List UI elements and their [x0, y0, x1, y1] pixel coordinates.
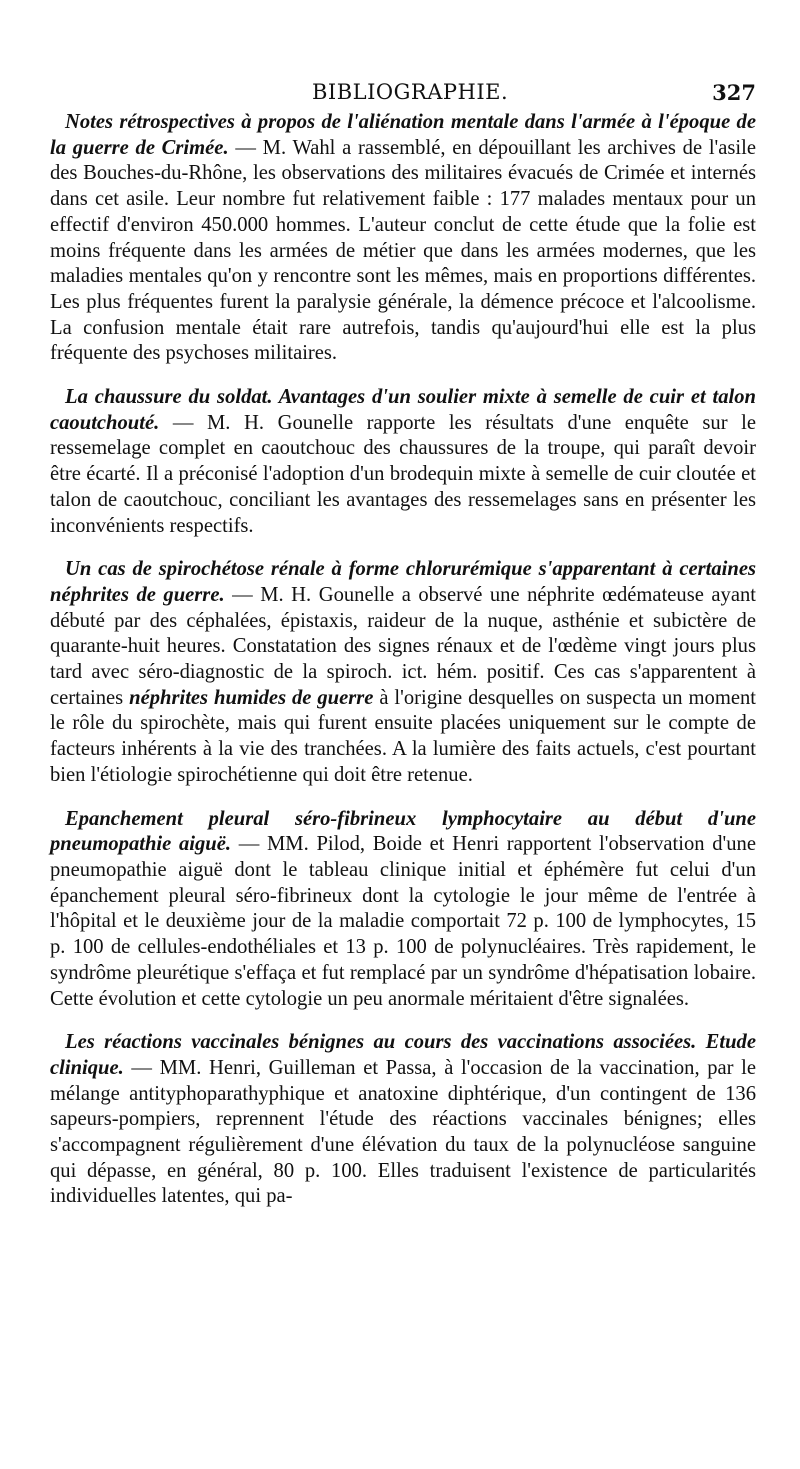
entry-body-emphasis: néphrites humides de guerre [129, 686, 374, 709]
entry-body: à l'origine desquelles on suspecta un moment le rôle du spirochète, mais qui furent ensuite placées uniquement sur le compte de facteurs inhérents à la vie des tranchées. A la lumière des faits actuels, c'est pourtant bien l'étiologie spirochétienne qui doit être retenue. [50, 686, 756, 786]
page-header [50, 72, 756, 110]
entry-body: — MM. Pilod, Boide et Henri rapportent l'observation d'une pneumopathie aiguë dont le tableau clinique initial et éphémère fut celui d'un épanchement pleural séro-fibrineux dont la cytologie le jour même de l'entrée à l'hôpital et le deuxième jour de la maladie comportait 72 p. 100 de lymphocytes, 15 p. 100 de cellules-endothéliales et 13 p. 100 de polynucléaires. Très rapidement, le syndrôme pleurétique s'effaça et fut remplacé par un syndrôme d'hépatisation lobaire. Cette évolution et cette cytologie un peu anormale méritaient d'être signalées. [50, 833, 756, 1010]
entry-title: Un cas de spirochétose rénale à forme chlorurémique s'apparentant à certaines néphrites de guerre. [50, 558, 756, 606]
entry-body: — M. H. Gounelle a observé une néphrite œdémateuse ayant débuté par des céphalées, épistaxis, raideur de la nuque, asthénie et subictère de quarante-huit heures. Constatation des signes rénaux et de l'œdème vingt jours plus tard avec séro-diagnostic de la spiroch. ict. hém. positif. Ces cas s'apparentent à certaines [50, 583, 756, 709]
entry-title: Les réactions vaccinales bénignes au cours des vaccinations associées. Etude clinique. [50, 1031, 756, 1079]
entry-body: — M. H. Gounelle rapporte les résultats d'une enquête sur le ressemelage complet en caoutchouc des chaussures de la troupe, qui paraît devoir être écarté. Il a préconisé l'adoption d'un brodequin mixte à semelle de cuir cloutée et talon de caoutchouc, conciliant les avantages des ressemelages sans en présenter les inconvénients respectifs. [50, 411, 756, 537]
entry-title: Epanchement pleural séro-fibrineux lymphocytaire au début d'une pneumopathie aiguë. [50, 807, 756, 856]
bibliography-entry-2 [50, 385, 756, 539]
entry-title: Notes rétrospectives à propos de l'aliénation mentale dans l'armée à l'époque de la guerre de Crimée. [50, 111, 756, 159]
bibliography-entry-4 [50, 807, 756, 1013]
page-number: 327 [712, 80, 756, 105]
entry-title: La chaussure du soldat. Avantages d'un soulier mixte à semelle de cuir et talon caoutchouté. [50, 386, 756, 434]
bibliography-entry-5 [50, 1030, 756, 1210]
entry-body: — M. Wahl a rassemblé, en dépouillant les archives de l'asile des Bouches-du-Rhône, les observations des militaires évacués de Crimée et internés dans cet asile. Leur nombre fut relativement faible : 177 malades mentaux pour un effectif d'environ 450.000 hommes. L'auteur conclut de cette étude que la folie est moins fréquente dans les armées de métier que dans les armées modernes, que les maladies mentales qu'on y rencontre sont les mêmes, mais en proportions différentes. Les plus fréquentes furent la paralysie générale, la démence précoce et l'alcoolisme. La confusion mentale était rare autrefois, tandis qu'aujourd'hui elle est la plus fréquente des psychoses militaires. [50, 136, 756, 365]
running-title: BIBLIOGRAPHIE. [312, 80, 509, 104]
entry-body: — MM. Henri, Guilleman et Passa, à l'occasion de la vaccination, par le mélange antityphoparathyphique et anatoxine diphtérique, d'un contingent de 136 sapeurs-pompiers, reprennent l'étude des réactions vaccinales bénignes; elles s'accompagnent régulièrement d'une élévation du taux de la polynucléose sanguine qui dépasse, en général, 80 p. 100. Elles traduisent l'existence de particularités individuelles latentes, qui pa- [50, 1056, 756, 1208]
bibliography-entry-1 [50, 110, 756, 367]
bibliography-entry-3 [50, 557, 756, 788]
